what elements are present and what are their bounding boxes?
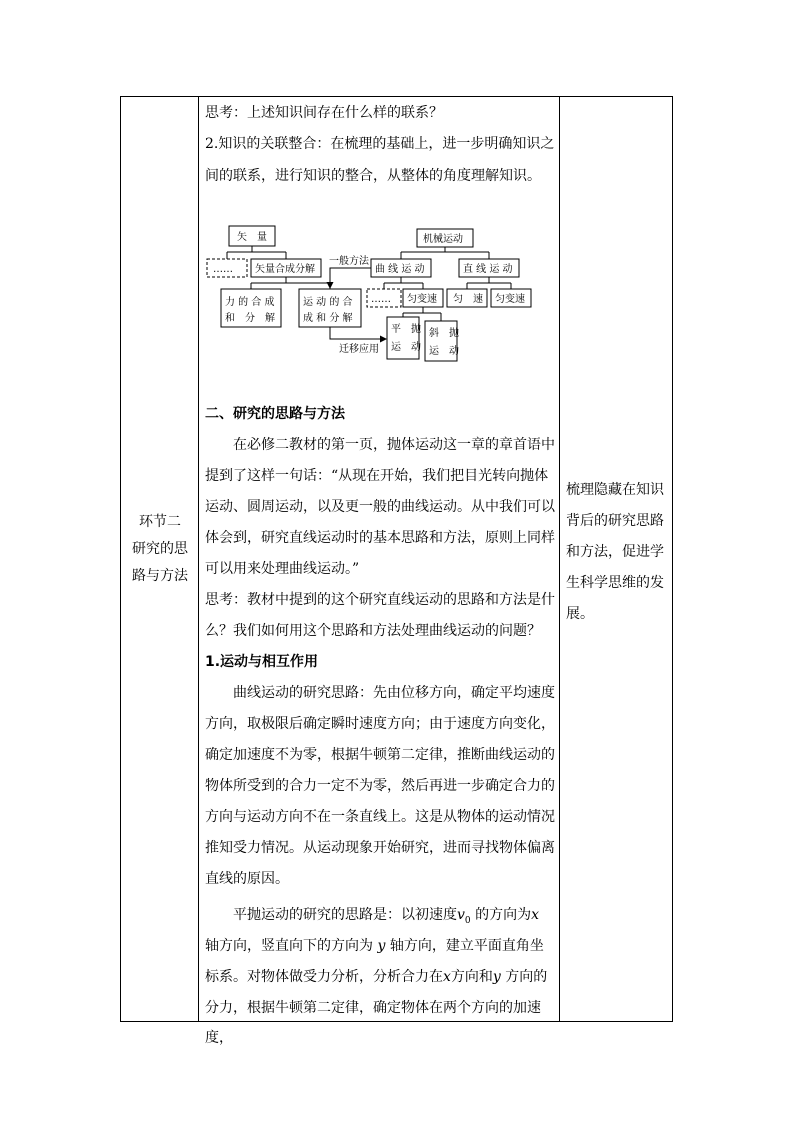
row-label: 环节二 研究的思 路与方法 <box>132 514 188 584</box>
paragraph: 平抛运动的研究的思路是：以初速度$v_0$ 的方向为x <box>233 907 540 926</box>
paragraph: 思考：上述知识间存在什么样的联系？ <box>205 105 443 121</box>
paragraph: 推知受力情况。从运动现象开始研究，进而寻找物体偏离 <box>205 840 555 856</box>
svg-text:迁移应用: 迁移应用 <box>339 344 379 355</box>
svg-text:曲 线 运 动: 曲 线 运 动 <box>375 264 425 275</box>
svg-text:匀 速: 匀 速 <box>453 294 483 305</box>
paragraph: 轴方向，竖直向下的方向为 y 轴方向，建立平面直角坐 <box>205 938 544 954</box>
svg-text:力 的 合 成: 力 的 合 成 <box>225 297 275 308</box>
section-heading: 二、研究的思路与方法 <box>205 406 345 422</box>
paragraph: 可以用来处理曲线运动。” <box>205 561 360 577</box>
svg-text:直 线 运 动: 直 线 运 动 <box>463 264 513 275</box>
svg-text:运 动 的 合: 运 动 的 合 <box>303 297 353 308</box>
svg-text:……: …… <box>371 294 391 305</box>
paragraph: 确定加速度不为零，根据牛顿第二定律，推断曲线运动的 <box>205 747 555 763</box>
paragraph: 思考：教材中提到的这个研究直线运动的思路和方法是什 <box>205 592 555 608</box>
svg-text:匀变速: 匀变速 <box>407 294 437 305</box>
paragraph: 方向，取极限后确定瞬时速度方向；由于速度方向变化， <box>205 716 555 732</box>
svg-text:一般方法: 一般方法 <box>329 256 369 267</box>
paragraph: 曲线运动的研究思路：先由位移方向，确定平均速度 <box>233 685 555 701</box>
paragraph: 运动、圆周运动，以及更一般的曲线运动。从中我们可以 <box>205 499 555 515</box>
paragraph: 直线的原因。 <box>205 871 289 887</box>
arrow-head <box>380 336 387 343</box>
svg-text:矢 量: 矢 量 <box>237 232 267 243</box>
arrow-head <box>327 282 334 289</box>
svg-text:运 动: 运 动 <box>391 342 421 353</box>
svg-text:平 抛: 平 抛 <box>391 324 421 335</box>
lesson-table <box>120 96 673 1046</box>
svg-text:……: …… <box>213 264 233 275</box>
design-intent: 梳理隐藏在知识 背后的研究思路 和方法，促进学 生科学思维的发 展。 <box>566 482 664 622</box>
svg-text:运 动: 运 动 <box>429 346 459 357</box>
paragraph: 么？我们如何用这个思路和方法处理曲线运动的问题？ <box>205 623 541 639</box>
paragraph: 提到了这样一句话：“从现在开始，我们把目光转向抛体 <box>205 468 549 484</box>
svg-text:匀变速: 匀变速 <box>495 294 525 305</box>
paragraph: 2.知识的关联整合：在梳理的基础上，进一步明确知识之 <box>205 136 555 152</box>
paragraph: 方向与运动方向不在一条直线上。这是从物体的运动情况 <box>205 809 555 825</box>
paragraph: 体会到，研究直线运动时的基本思路和方法，原则上同样 <box>205 530 555 546</box>
paragraph: 标系。对物体做受力分析，分析合力在x方向和y 方向的 <box>205 969 548 985</box>
paragraph: 在必修二教材的第一页，抛体运动这一章的章首语中 <box>233 437 555 453</box>
svg-text:机械运动: 机械运动 <box>423 234 463 245</box>
column-divider <box>559 97 560 1021</box>
paragraph: 分力，根据牛顿第二定律，确定物体在两个方向的加速度， <box>205 1000 541 1046</box>
svg-text:成 和 分 解: 成 和 分 解 <box>303 313 353 324</box>
paragraph: 物体所受到的合力一定不为零，然后再进一步确定合力的 <box>205 778 555 794</box>
svg-text:斜 抛: 斜 抛 <box>429 328 459 339</box>
column-divider <box>198 97 199 1021</box>
knowledge-diagram <box>205 221 559 371</box>
paragraph: 间的联系，进行知识的整合，从整体的角度理解知识。 <box>205 168 541 184</box>
svg-text:矢量合成分解: 矢量合成分解 <box>255 264 315 275</box>
subsection-heading: 1.运动与相互作用 <box>205 654 319 670</box>
svg-text:和 分 解: 和 分 解 <box>225 313 275 324</box>
